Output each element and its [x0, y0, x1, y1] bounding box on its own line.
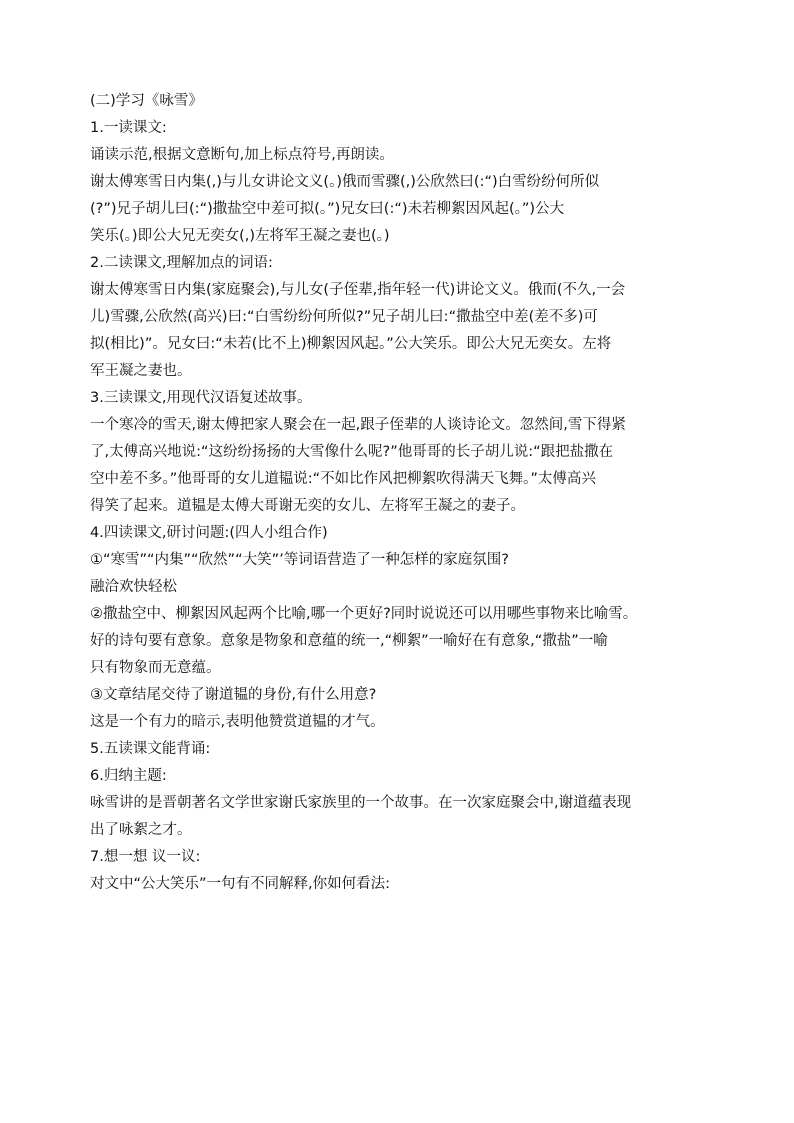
- annotated-text-line-1: 谢太傅寒雪日内集(家庭聚会),与儿女(子侄辈,指年轻一代)讲论文义。俄而(不久,一会: [90, 282, 626, 298]
- annotated-text-line-4: 军王凝之妻也。: [90, 363, 192, 379]
- question-3: ③文章结尾交待了谢道韫的身份,有什么用意?: [90, 687, 377, 703]
- step-3-heading: 3.三读课文,用现代汉语复述故事。: [90, 390, 312, 406]
- step-7-prompt: 对文中“公大笑乐”一句有不同解释,你如何看法:: [90, 876, 391, 892]
- step-5-heading: 5.五读课文能背诵:: [90, 741, 211, 757]
- answer-3: 这是一个有力的暗示,表明他赞赏道韫的才气。: [90, 714, 385, 730]
- retelling-line-2: 了,太傅高兴地说:“这纷纷扬扬的大雪像什么呢?”他哥哥的长子胡儿说:“跟把盐撒在: [90, 444, 614, 460]
- question-2: ②撒盐空中、柳絮因风起两个比喻,哪一个更好?同时说说还可以用哪些事物来比喻雪。: [90, 606, 638, 622]
- punctuated-text-line-3: 笑乐(。)即公大兄无奕女(,)左将军王凝之妻也(。): [90, 228, 390, 244]
- punctuated-text-line-1: 谢太傅寒雪日内集(,)与儿女讲论文义(。)俄而雪骤(,)公欣然曰(:“)白雪纷纷何所似: [90, 174, 600, 190]
- step-1-heading: 1.一读课文:: [90, 120, 167, 136]
- answer-2-line-2: 只有物象而无意蕴。: [90, 660, 221, 676]
- answer-1: 融洽欢快轻松: [90, 579, 177, 595]
- document-page: [90, 88, 710, 898]
- step-7-heading: 7.想一想 议一议:: [90, 849, 201, 865]
- step-1-instruction: 诵读示范,根据文意断句,加上标点符号,再朗读。: [90, 147, 394, 163]
- step-2-heading: 2.二读课文,理解加点的词语:: [90, 255, 273, 271]
- step-6-heading: 6.归纳主题:: [90, 768, 167, 784]
- theme-line-1: 咏雪讲的是晋朝著名文学世家谢氏家族里的一个故事。在一次家庭聚会中,谢道蕴表现: [90, 795, 632, 811]
- answer-2-line-1: 好的诗句要有意象。意象是物象和意蕴的统一,“柳絮”一喻好在有意象,“撒盐”一喻: [90, 633, 608, 649]
- retelling-line-1: 一个寒冷的雪天,谢太傅把家人聚会在一起,跟子侄辈的人谈诗论文。忽然间,雪下得紧: [90, 417, 626, 433]
- step-4-heading: 4.四读课文,研讨问题:(四人小组合作): [90, 525, 328, 541]
- annotated-text-line-3: 拟(相比)”。兄女曰:“未若(比不上)柳絮因风起。”公大笑乐。即公大兄无奕女。左将: [90, 336, 612, 352]
- section-heading: (二)学习《咏雪》: [90, 93, 203, 109]
- annotated-text-line-2: 儿)雪骤,公欣然(高兴)曰:“白雪纷纷何所似?”兄子胡儿曰:“撒盐空中差(差不多)可: [90, 309, 598, 325]
- theme-line-2: 出了咏絮之才。: [90, 822, 192, 838]
- retelling-line-3: 空中差不多。”他哥哥的女儿道韫说:“不如比作风把柳絮吹得满天飞舞。”太傅高兴: [90, 471, 596, 487]
- retelling-line-4: 得笑了起来。道韫是太傅大哥谢无奕的女儿、左将军王凝之的妻子。: [90, 498, 525, 514]
- punctuated-text-line-2: (?”)兄子胡儿曰(:“)撒盐空中差可拟(。”)兄女曰(:“)未若柳絮因风起(。”)公大: [90, 201, 565, 217]
- question-1: ①“寒雪”“内集”“欣然”“大笑”’等词语营造了一种怎样的家庭氛围?: [90, 552, 509, 568]
